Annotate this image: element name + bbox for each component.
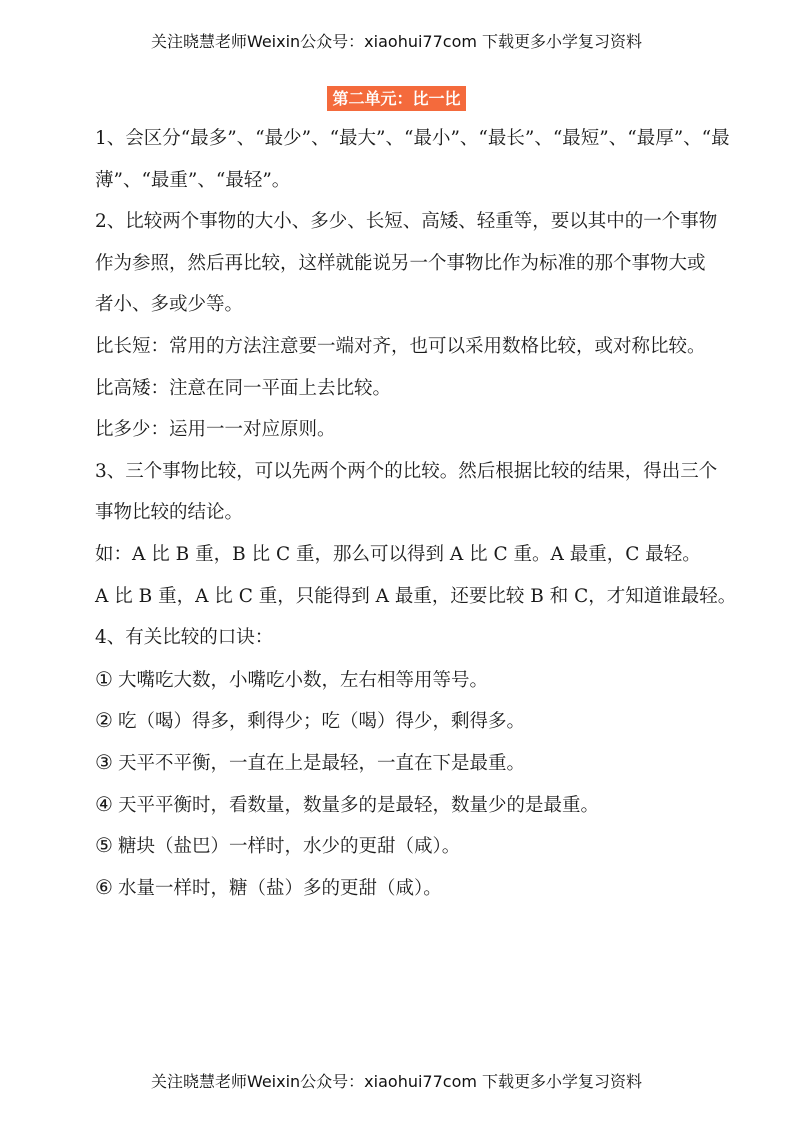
rhyme-item <box>95 659 755 701</box>
circled-number-2: ② <box>95 708 113 733</box>
point-3-line-2: 事物比较的结论。 <box>95 502 244 524</box>
circled-number-6: ⑥ <box>95 874 113 899</box>
compare-quantity-note: 比多少：运用一一对应原则。 <box>95 419 336 441</box>
rhyme-item <box>95 867 755 909</box>
circled-number-5: ⑤ <box>95 833 113 858</box>
point-3-line-1: 3、三个事物比较，可以先两个两个的比较。然后根据比较的结果，得出三个 <box>95 460 718 482</box>
compare-length-note: 比长短：常用的方法注意要一端对齐，也可以采用数格比较，或对称比较。 <box>95 335 706 357</box>
point-2-line-3: 者小、多或少等。 <box>95 294 244 316</box>
circled-number-3: ③ <box>95 749 113 774</box>
rhyme-text: 天平平衡时，看数量，数量多的是最轻，数量少的是最重。 <box>118 794 600 816</box>
example-1: 如：A 比 B 重，B 比 C 重，那么可以得到 A 比 C 重。A 最重，C 最轻。 <box>95 543 701 565</box>
circled-number-1: ① <box>95 666 113 691</box>
rhyme-item <box>95 825 755 867</box>
rhyme-text: 天平不平衡，一直在上是最轻，一直在下是最重。 <box>118 752 526 774</box>
rhyme-item <box>95 784 755 826</box>
point-1-line-1: 1、会区分“最多”、“最少”、“最大”、“最小”、“最长”、“最短”、“最厚”、“最 <box>95 128 730 149</box>
page-title: 第二单元：比一比 <box>327 86 465 111</box>
point-2-line-1: 2、比较两个事物的大小、多少、长短、高矮、轻重等，要以其中的一个事物 <box>95 211 718 233</box>
rhyme-text: 糖块（盐巴）一样时，水少的更甜（咸）。 <box>118 836 461 858</box>
document-body <box>95 118 755 908</box>
point-4-heading: 4、有关比较的口诀： <box>95 627 274 649</box>
header-banner: 关注晓慧老师Weixin公众号：xiaohui77com 下载更多小学复习资料 <box>150 32 643 51</box>
example-2: A 比 B 重，A 比 C 重，只能得到 A 最重，还要比较 B 和 C，才知道谁最轻。 <box>95 585 737 607</box>
rhyme-item <box>95 700 755 742</box>
rhyme-text: 吃（喝）得多，剩得少；吃（喝）得少，剩得多。 <box>118 711 526 733</box>
point-1-line-2: 薄”、“最重”、“最轻”。 <box>95 169 291 191</box>
circled-number-4: ④ <box>95 791 113 816</box>
point-2-line-2: 作为参照，然后再比较，这样就能说另一个事物比作为标准的那个事物大或 <box>95 252 706 274</box>
rhyme-item <box>95 742 755 784</box>
rhyme-text: 大嘴吃大数，小嘴吃小数，左右相等用等号。 <box>118 669 489 691</box>
compare-height-note: 比高矮：注意在同一平面上去比较。 <box>95 377 392 399</box>
rhyme-text: 水量一样时，糖（盐）多的更甜（咸）。 <box>118 877 442 899</box>
title-wrap <box>0 86 793 111</box>
footer-banner: 关注晓慧老师Weixin公众号：xiaohui77com 下载更多小学复习资料 <box>150 1072 643 1091</box>
